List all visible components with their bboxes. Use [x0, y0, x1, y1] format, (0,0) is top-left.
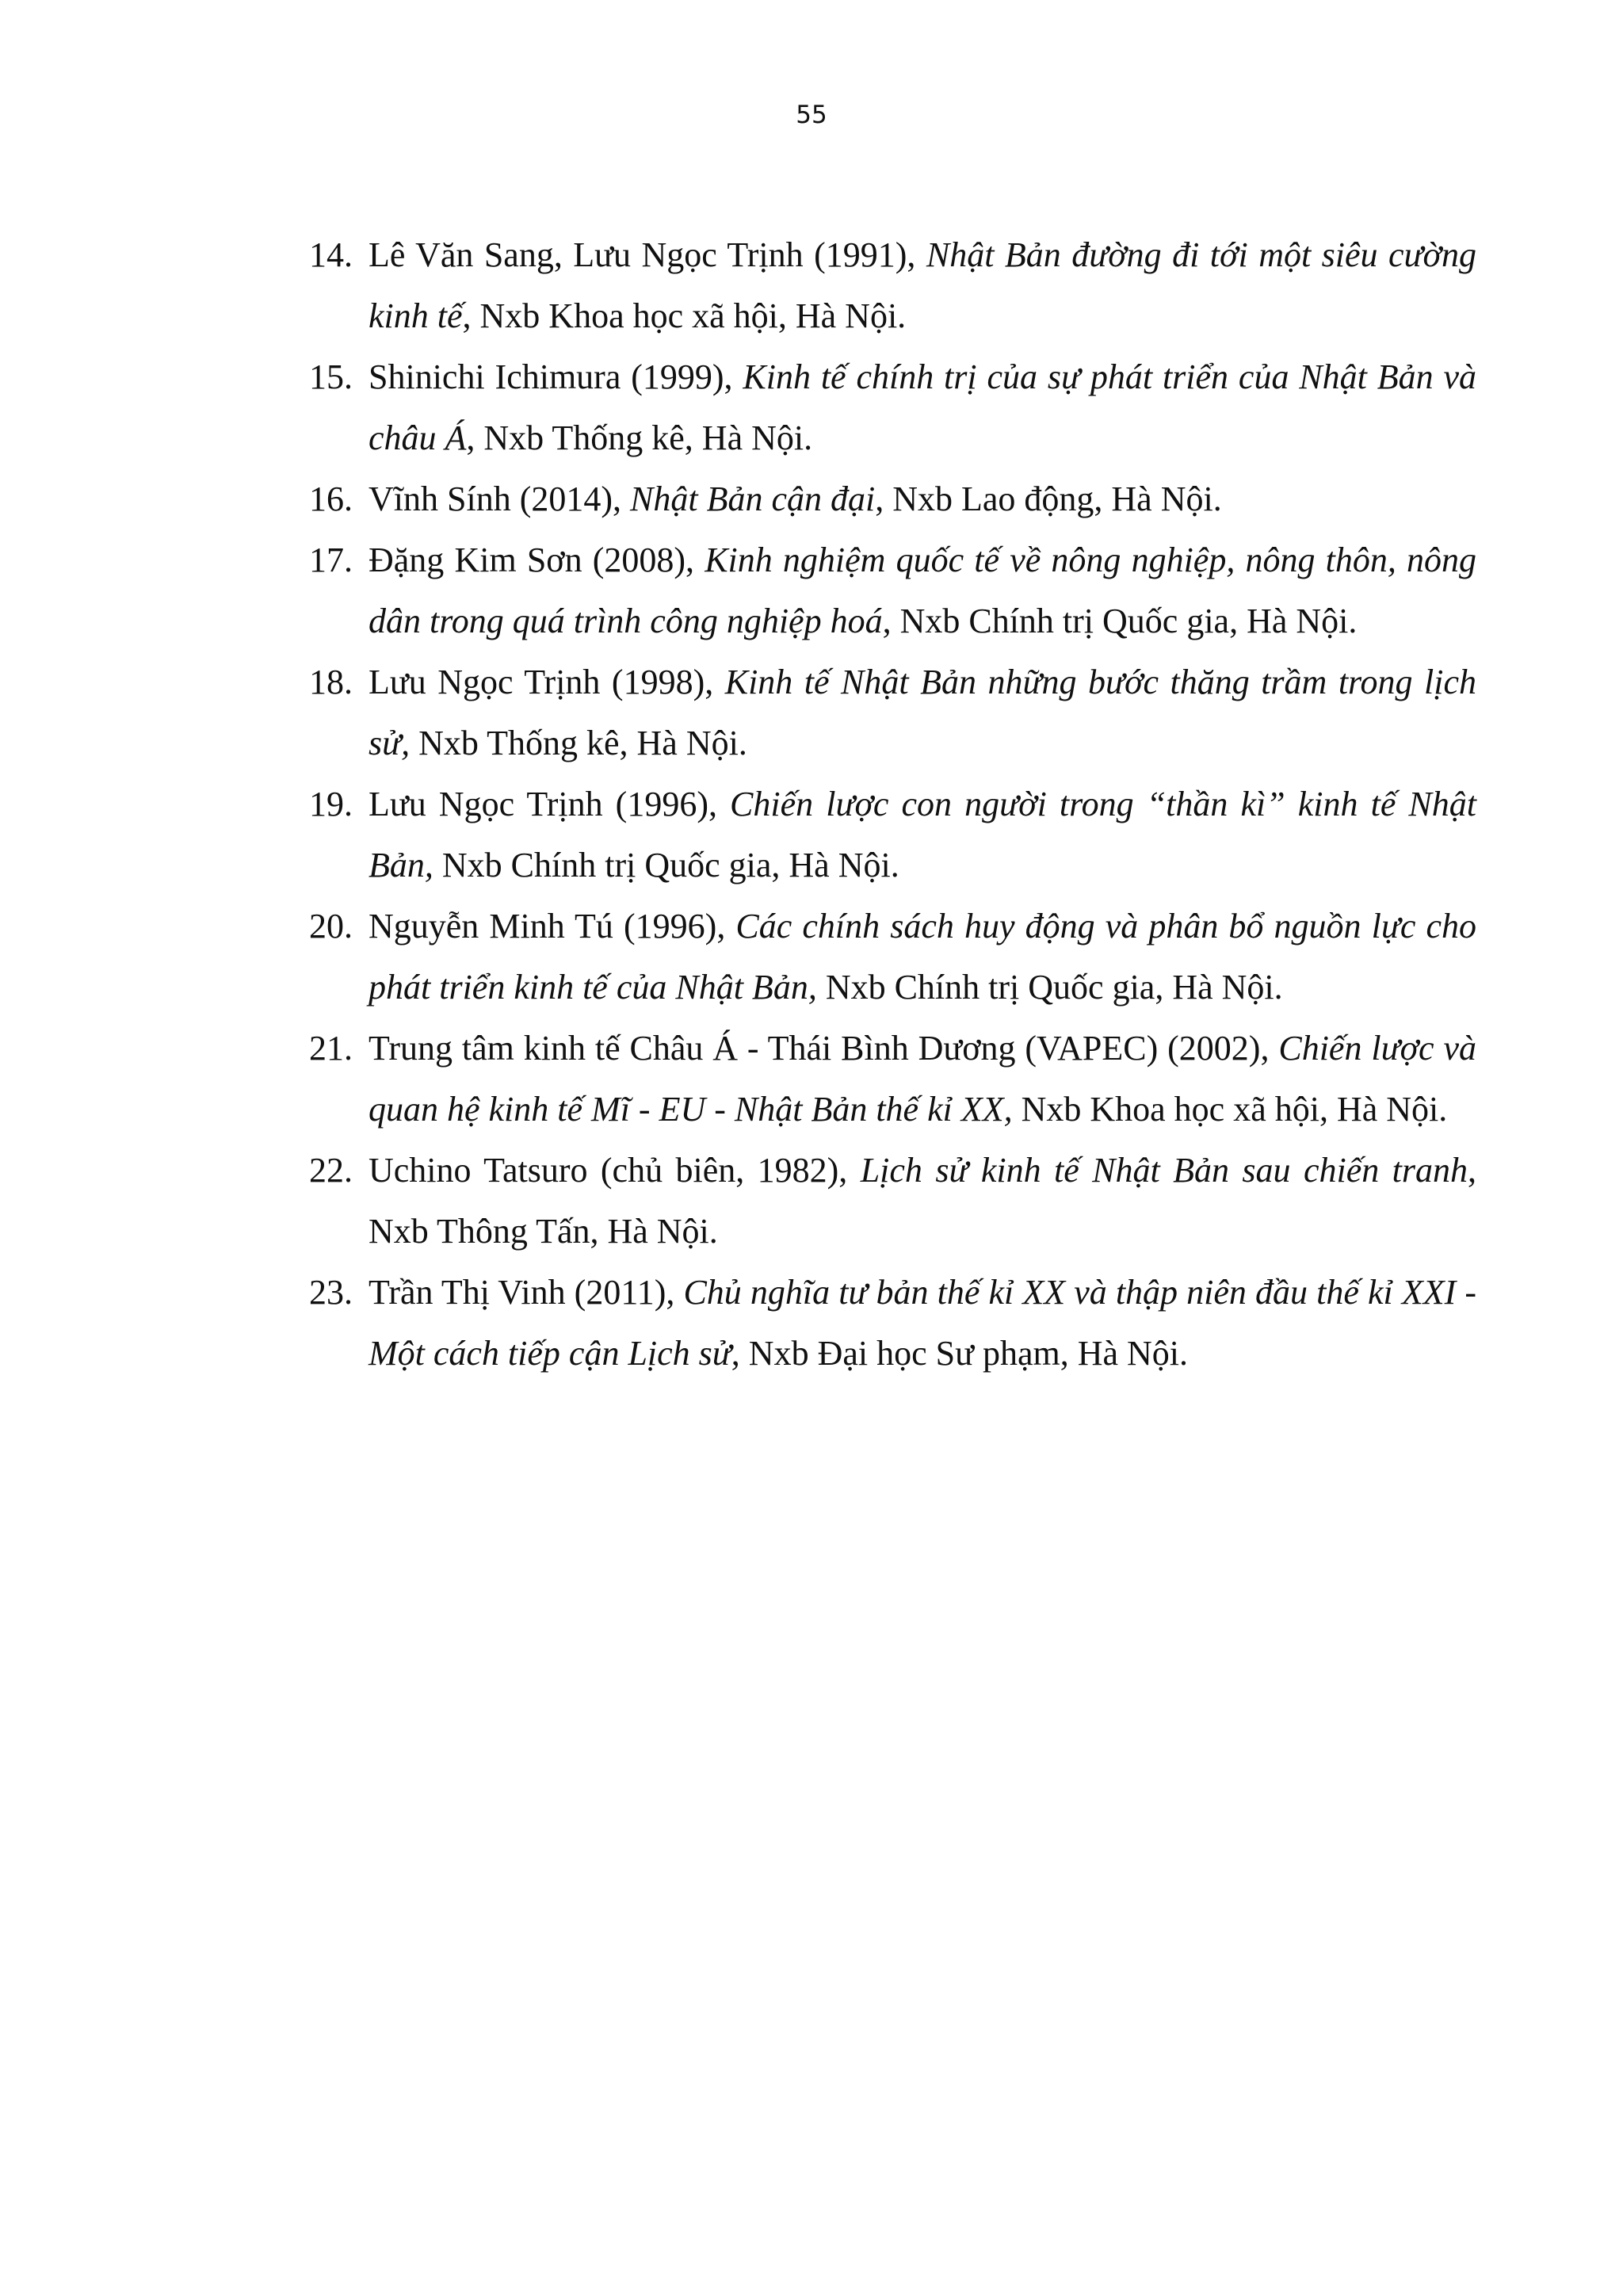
reference-author: Lưu Ngọc Trịnh (1998),	[369, 663, 725, 701]
reference-author: Lê Văn Sang, Lưu Ngọc Trịnh (1991),	[369, 235, 926, 274]
reference-text	[369, 224, 1476, 346]
reference-number: 22.	[309, 1151, 353, 1190]
reference-item	[309, 346, 1476, 468]
reference-author: Shinichi Ichimura (1999),	[369, 357, 743, 396]
reference-author: Uchino Tatsuro (chủ biên, 1982),	[369, 1151, 861, 1190]
reference-author: Đặng Kim Sơn (2008),	[369, 541, 705, 579]
reference-number: 18.	[309, 663, 353, 701]
reference-title: Chiến lược và quan hệ kinh tế Mĩ - EU - Nhật Bản thế kỉ XX,	[369, 1029, 1476, 1129]
reference-text	[369, 1140, 1476, 1262]
reference-number: 15.	[309, 357, 353, 396]
reference-number: 19.	[309, 785, 353, 823]
reference-title: Chủ nghĩa tư bản thế kỉ XX và thập niên đầu thế kỉ XXI - Một cách tiếp cận Lịch sử	[369, 1273, 1476, 1373]
reference-item	[309, 1018, 1476, 1140]
reference-text	[369, 1262, 1476, 1384]
reference-item	[309, 896, 1476, 1018]
reference-item	[309, 774, 1476, 896]
reference-title: Nhật Bản đường đi tới một siêu cường kinh tế	[369, 235, 1476, 335]
reference-author: Trần Thị Vinh (2011),	[369, 1273, 684, 1312]
reference-author: Nguyễn Minh Tú (1996),	[369, 907, 736, 946]
reference-publisher: Nxb Chính trị Quốc gia, Hà Nội.	[433, 846, 899, 884]
reference-text	[369, 651, 1476, 774]
reference-number: 21.	[309, 1029, 353, 1068]
reference-item	[309, 529, 1476, 651]
reference-publisher: , Nxb Lao động, Hà Nội.	[875, 479, 1222, 518]
reference-title: Lịch sử kinh tế Nhật Bản sau chiến tranh	[860, 1151, 1468, 1190]
reference-title: Kinh nghiệm quốc tế về nông nghiệp, nông thôn, nông dân trong quá trình công nghiệp hoá	[369, 541, 1477, 640]
reference-number: 20.	[309, 907, 353, 946]
reference-publisher: , Nxb Đại học Sư phạm, Hà Nội.	[731, 1334, 1189, 1373]
reference-author: Trung tâm kinh tế Châu Á - Thái Bình Dương (VAPEC) (2002),	[369, 1029, 1279, 1068]
reference-title: Kinh tế chính trị của sự phát triển của Nhật Bản và châu Á	[369, 357, 1477, 457]
reference-item	[309, 1140, 1476, 1262]
reference-text	[369, 529, 1476, 651]
reference-publisher: Nxb Khoa học xã hội, Hà Nội.	[1012, 1090, 1448, 1129]
reference-item	[309, 468, 1476, 529]
reference-number: 14.	[309, 235, 353, 274]
reference-item	[309, 224, 1476, 346]
reference-title: Nhật Bản cận đại	[630, 479, 876, 518]
reference-publisher: , Nxb Thông Tấn, Hà Nội.	[369, 1151, 1476, 1251]
reference-item	[309, 651, 1476, 774]
page-number: 55	[796, 101, 827, 129]
reference-title: Chiến lược con người trong “thần kì” kinh tế Nhật Bản,	[369, 785, 1476, 884]
reference-text	[369, 1018, 1476, 1140]
reference-publisher: , Nxb Khoa học xã hội, Hà Nội.	[462, 296, 907, 335]
reference-title: Kinh tế Nhật Bản những bước thăng trầm trong lịch sử,	[369, 663, 1477, 762]
reference-publisher: Nxb Chính trị Quốc gia, Hà Nội.	[816, 968, 1283, 1007]
reference-number: 17.	[309, 541, 353, 579]
reference-item	[309, 1262, 1476, 1384]
reference-number: 16.	[309, 479, 353, 518]
reference-title: Các chính sách huy động và phân bổ nguồn lực cho phát triển kinh tế của Nhật Bản,	[369, 907, 1476, 1007]
reference-text	[369, 896, 1476, 1018]
reference-list	[309, 224, 1476, 1384]
reference-publisher: , Nxb Thống kê, Hà Nội.	[466, 418, 813, 457]
reference-text	[369, 774, 1476, 896]
reference-author: Lưu Ngọc Trịnh (1996),	[369, 785, 731, 823]
reference-publisher: , Nxb Chính trị Quốc gia, Hà Nội.	[882, 602, 1358, 640]
reference-author: Vĩnh Sính (2014),	[369, 479, 630, 518]
reference-text	[369, 346, 1476, 468]
reference-publisher: Nxb Thống kê, Hà Nội.	[410, 724, 747, 762]
reference-text	[369, 468, 1476, 529]
reference-number: 23.	[309, 1273, 353, 1312]
